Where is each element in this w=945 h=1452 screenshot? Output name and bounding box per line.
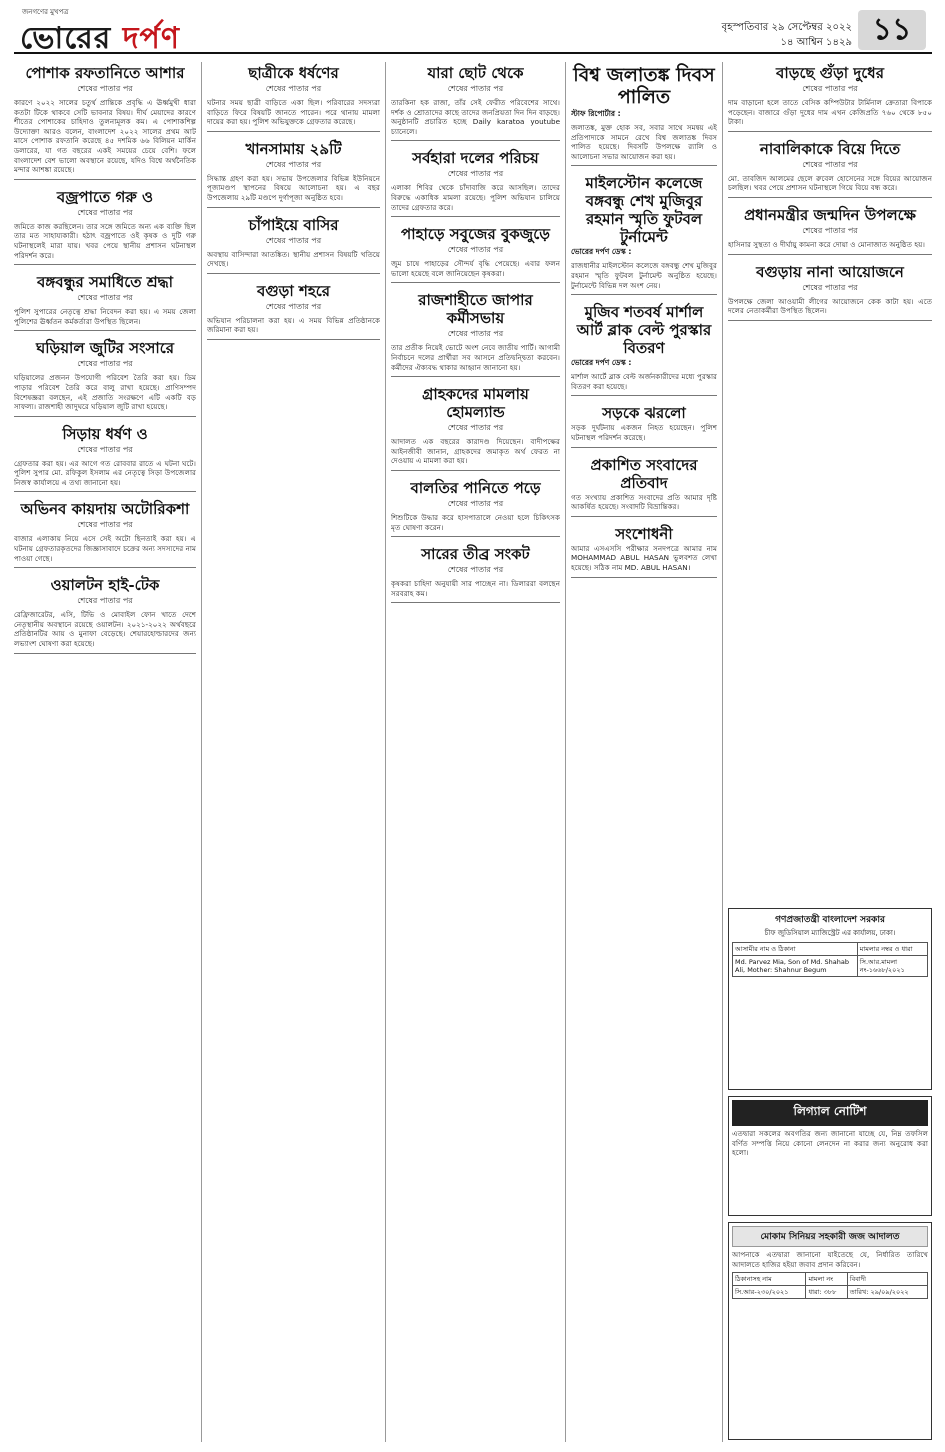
story-body: জুম চাষে পাহাড়ের সৌন্দর্য বৃদ্ধি পেয়েছে। এবার ফলন ভালো হয়েছে বলে জানিয়েছেন কৃষকরা।: [391, 259, 560, 278]
story-body: তার প্রতীক নিয়েই ভোটে অংশ নেবে জাতীয় পার্টি। আগামী নির্বাচনে দলের প্রার্থীরা সব আসনে প্রতিদ্বন্দ্বিতা করবেন। কর্মীদের ঐক্যবদ্ধ থাকার আহ্বান জানানো হয়।: [391, 343, 560, 372]
news-story: [207, 64, 380, 132]
newspaper-logo: [20, 14, 180, 65]
news-story: [14, 425, 196, 493]
story-divider: [14, 264, 196, 265]
story-divider: [728, 131, 932, 132]
story-body: পুলিশ সুপারের নেতৃত্বে শ্রদ্ধা নিবেদন করা হয়। এ সময় জেলা পুলিশের ঊর্ধ্বতন কর্মকর্তারা উপস্থিত ছিলেন।: [14, 307, 196, 326]
story-body: হাসিনার সুস্থতা ও দীর্ঘায়ু কামনা করে দোয়া ও মোনাজাত অনুষ্ঠিত হয়।: [728, 239, 925, 249]
story-headline: রাজশাহীতে জাপার কর্মীসভায়: [418, 291, 533, 328]
story-headline: পাহাড়ে সবুজের বুকজুড়ে: [401, 225, 550, 244]
government-notice: [728, 908, 932, 1090]
news-story: [14, 273, 196, 331]
story-continuation-label: শেষের পাতার পর: [447, 84, 504, 93]
story-body: অবস্থায় বাসিন্দারা আতঙ্কিত। স্থানীয় প্রশাসন বিষয়টি খতিয়ে দেখছে।: [207, 249, 380, 269]
news-story: [391, 149, 560, 217]
story-body: মো. তাবজিদ আলমের ছেলে রুবেল হোসেনের সঙ্গে বিয়ের আয়োজন চলছিল। খবর পেয়ে প্রশাসন ঘটনাস্থলে গিয়ে বিয়ে বন্ধ করে।: [728, 173, 932, 193]
story-body: রাজধানীর মাইলস্টোন কলেজে বঙ্গবন্ধু শেখ মুজিবুর রহমান স্মৃতি ফুটবল টুর্নামেন্ট অনুষ্ঠিত হয়েছে। টুর্নামেন্টে বিভিন্ন দল অংশ নেয়।: [571, 261, 717, 290]
story-divider: [207, 131, 380, 132]
story-divider: [391, 602, 560, 603]
story-continuation-label: শেষের পাতার পর: [77, 207, 133, 217]
story-body: কৃষকরা চাহিদা অনুযায়ী সার পাচ্ছেন না। ডিলাররা বলছেন সরবরাহ কম।: [391, 579, 560, 598]
story-divider: [391, 470, 560, 471]
story-divider: [391, 140, 560, 141]
story-body: বাজার এলাকায় নিয়ে এসে সেই অটো ছিনতাই করা হয়। এ ঘটনায় গ্রেফতারকৃতদের জিজ্ঞাসাবাদে চক্রের অন্য সদস্যদের নাম পাওয়া গেছে।: [14, 534, 196, 563]
news-story: [14, 576, 196, 653]
logo-text-1: ভোরের: [20, 21, 112, 56]
story-body: উপলক্ষে জেলা আওয়ামী লীগের আয়োজনে কেক কাটা হয়। এতে দলের নেতাকর্মীরা উপস্থিত ছিলেন।: [728, 296, 932, 316]
news-story: [571, 525, 717, 578]
story-divider: [391, 536, 560, 537]
story-headline: সিড়ায় ধর্ষণ ও: [62, 424, 148, 443]
news-story: [391, 385, 560, 471]
news-story: [14, 64, 196, 180]
page-number: ১১: [858, 10, 926, 50]
story-body: আদালত এক বছরের কারাদণ্ড দিয়েছেন। বাদীপক্ষের আইনজীবী জানান, গ্রাহকদের জমাকৃত অর্থ ফেরত না দেওয়ায় এ মামলা করা হয়।: [391, 437, 560, 466]
story-headline: অভিনব কায়দায় অটোরিকশা: [20, 500, 190, 519]
story-continuation-label: শেষের পাতার পর: [77, 520, 133, 530]
legal-notice: [728, 1096, 932, 1216]
story-body: শিশুটিকে উদ্ধার করে হাসপাতালে নেওয়া হলে চিকিৎসক মৃত ঘোষণা করেন।: [391, 512, 560, 532]
story-body: আমার এসএসসি পরীক্ষার সনদপত্রে আমার নাম MOHAMMAD ABUL HASAN ভুলবশত লেখা হয়েছে। সঠিক নাম MD. ABUL HASAN।: [571, 543, 717, 572]
story-divider: [14, 416, 196, 417]
story-continuation-label: শেষের পাতার পর: [77, 293, 133, 303]
story-divider: [571, 447, 717, 448]
story-continuation-label: শেষের পাতার পর: [77, 359, 133, 369]
column-3: [391, 62, 560, 1442]
story-continuation-label: শেষের পাতার পর: [802, 159, 858, 169]
news-story: [571, 303, 717, 396]
story-headline: চাঁপাইয়ে বাসির: [248, 215, 339, 234]
story-divider: [391, 216, 560, 217]
court-cell: মামলা নং: [806, 1273, 847, 1286]
dateline: [722, 20, 852, 50]
column-rule: [201, 62, 202, 1442]
story-body: তারকিনা হক রাজা, তাঁর সেই ফেরীত পরিবেশের সাথে। দর্শক ও শ্রোতাদের কাছে তাদের জনপ্রিয়তা দিন দিন বাড়ছে। অনুষ্ঠানটি প্রচারিত হচ্ছে Daily karatoa youtube চ্যানেলে।: [391, 98, 560, 136]
story-body: দাম বাড়ানো হলে তাতে বেসিক কম্পিউটার টার্মিনাল ক্রেতারা বিপাকে পড়েছেন। বাজারে গুঁড়া দুধের দাম এখন কেজিপ্রতি ৭৬০ থেকে ৮৫০ টাকা।: [728, 98, 932, 127]
accused-cell: Md. Parvez Mia, Son of Md. Shahab Ali, Mother: Shahnur Begum: [733, 956, 858, 977]
legal-notice-title: লিগ্যাল নোটিশ: [732, 1100, 928, 1126]
masthead: [14, 6, 932, 54]
story-continuation-label: শেষের পাতার পর: [447, 329, 504, 339]
story-headline: গ্রাহকদের মামলায় হোমল্যান্ড: [422, 385, 529, 422]
column-2: [207, 62, 380, 1442]
story-body: জলাতঙ্ক, মুক্ত হোক সব, সবার সাথে সমন্বয় এই প্রতিপাদ্যকে সামনে রেখে বিশ্ব জলাতঙ্ক দিবস পালিত হয়েছে। দিবসটি উপলক্ষে র‍্যালি ও আলোচনা সভার আয়োজন করা হয়।: [571, 123, 717, 161]
table-header: মামলার নম্বর ও ধারা: [857, 943, 927, 956]
story-headline: মাইলস্টোন কলেজে বঙ্গবন্ধু শেখ মুজিবুর রহমান স্মৃতি ফুটবল টুর্নামেন্ট: [585, 174, 703, 247]
court-notice-table: [732, 1272, 928, 1299]
court-notice-body: আপনাকে এতদ্বারা জানানো যাইতেছে যে, নির্ধারিত তারিখে আদালতে হাজির হইয়া জবাব প্রদান করিবেন।: [732, 1250, 928, 1269]
story-body: জমিতে কাজ করছিলেন। তার সঙ্গে জমিতে অন্য এক ব্যক্তি ছিল তার মত সাহায্যকারী। হঠাৎ বজ্রপাতে ওই কৃষক ও দুটি গরু ঘটনাস্থলেই মারা যায়। খবর পেয়ে স্থানীয় প্রশাসন ঘটনাস্থল পরিদর্শন করে।: [14, 221, 196, 260]
story-headline: বগুড়ায় নানা আয়োজনে: [756, 262, 904, 281]
story-divider: [571, 516, 717, 517]
story-divider: [207, 207, 380, 208]
story-divider: [14, 179, 196, 180]
column-rule: [385, 62, 386, 1442]
gov-notice-table: [732, 942, 928, 977]
news-story: [571, 404, 717, 447]
case-cell: সি.আর.মামলা নং-১৬৬৮/২০২১: [857, 956, 927, 977]
story-headline: বাড়ছে গুঁড়া দুধের: [776, 64, 884, 82]
story-divider: [14, 653, 196, 654]
court-cell: বিবাদী: [847, 1273, 927, 1286]
news-story: [14, 500, 196, 568]
story-divider: [391, 282, 560, 283]
story-body: এলাকা শিবির থেকে চাঁদাবাজি করে আসছিল। তাদের বিরুদ্ধে একাধিক মামলা রয়েছে। পুলিশ অভিযান চালিয়ে তাদের গ্রেফতার করে।: [391, 183, 560, 212]
story-divider: [571, 165, 717, 166]
story-continuation-label: শেষের পাতার পর: [77, 596, 133, 606]
story-byline: ভোরের দর্পণ ডেস্ক :: [571, 358, 632, 368]
news-story: [14, 339, 196, 416]
news-story: [571, 64, 717, 166]
story-continuation-label: শেষের পাতার পর: [447, 423, 504, 433]
story-divider: [571, 294, 717, 295]
story-headline: যারা ছোট থেকে: [427, 64, 524, 82]
court-cell: ঠিকানাসহ নাম: [733, 1273, 806, 1286]
story-headline: পোশাক রফতানিতে আশার: [25, 64, 185, 82]
story-headline: মুজিব শতবর্ষ মার্শাল আর্ট ব্লাক বেল্ট পুরস্কার বিতরণ: [576, 303, 712, 358]
story-continuation-label: শেষের পাতার পর: [447, 245, 504, 255]
story-headline: খানসামায় ২৯টি: [245, 139, 342, 158]
story-body: অভিযান পরিচালনা করা হয়। এ সময় বিভিন্ন প্রতিষ্ঠানকে জরিমানা করা হয়।: [207, 315, 380, 335]
table-header: আসামীর নাম ও ঠিকানা: [733, 943, 858, 956]
story-body: গত সংখ্যায় প্রকাশিত সংবাদের প্রতি আমার দৃষ্টি আকর্ষিত হয়েছে। সংবাদটি বিভ্রান্তিকর।: [571, 492, 717, 512]
court-notice-title: মোকাম সিনিয়র সহকারী জজ আদালত: [732, 1226, 928, 1247]
story-divider: [728, 320, 932, 321]
story-divider: [14, 567, 196, 568]
story-divider: [728, 254, 932, 255]
story-body: গ্রেফতার করা হয়। এর আগে গত রোববার রাতে এ ঘটনা ঘটে। পুলিশ সুপার মো. রফিকুল ইসলাম এর নেতৃত্বে সিড়া উপজেলার নিজস্ব কার্যালয়ে এ তথ্য জানানো হয়।: [14, 458, 196, 487]
news-story: [728, 263, 932, 321]
story-divider: [391, 376, 560, 377]
news-story: [207, 216, 380, 274]
story-continuation-label: শেষের পাতার পর: [265, 301, 322, 311]
court-notice: [728, 1222, 932, 1440]
story-headline: বঙ্গবন্ধুর সমাধিতে শ্রদ্ধা: [36, 273, 174, 292]
court-cell: সি.আর-২৩০/২০২১: [733, 1286, 806, 1299]
story-continuation-label: শেষের পাতার পর: [802, 225, 858, 235]
story-body: ঘড়িয়ালের প্রজনন উপযোগী পরিবেশ তৈরি করা হয়। ডিম পাড়ার পরিবেশ তৈরি করে বালু রাখা হয়েছে। প্রাণিসম্পদ বিশেষজ্ঞরা বলছেন, এই প্রজাতি সংরক্ষণে এটি একটি বড় সাফল্য। রাজশাহী জাদুঘরে ঘড়িয়াল জুটি রাখা হয়েছে।: [14, 373, 196, 412]
story-continuation-label: শেষের পাতার পর: [802, 282, 858, 292]
story-divider: [571, 395, 717, 396]
column-rule: [565, 62, 566, 1442]
story-headline: ওয়ালটন হাই-টেক: [50, 576, 160, 595]
news-story: [728, 140, 932, 198]
news-story: [391, 64, 560, 141]
column-4: [571, 62, 717, 1442]
column-1: [14, 62, 196, 1442]
news-story: [571, 174, 717, 295]
story-headline: সর্বহারা দলের পরিচয়: [412, 149, 539, 168]
story-continuation-label: শেষের পাতার পর: [802, 84, 858, 93]
news-story: [207, 140, 380, 208]
story-body: সড়ক দুর্ঘটনায় একজন নিহত হয়েছেন। পুলিশ ঘটনাস্থল পরিদর্শন করেছে।: [571, 423, 717, 442]
date-bangla: ১৪ আশ্বিন ১৪২৯: [780, 37, 852, 48]
story-divider: [14, 330, 196, 331]
news-story: [391, 225, 560, 283]
news-story: [391, 291, 560, 377]
story-divider: [571, 577, 717, 578]
legal-notice-body: এতদ্বারা সকলের অবগতির জন্য জানানো যাচ্ছে যে, নিম্ন তফসিল বর্ণিত সম্পত্তি নিয়ে কোনো লেনদেন না করার জন্য অনুরোধ করা হলো।: [732, 1129, 928, 1158]
story-headline: সংশোধনী: [615, 524, 673, 543]
story-byline: ভোরের দর্পণ ডেস্ক :: [571, 247, 632, 257]
story-continuation-label: শেষের পাতার পর: [265, 235, 322, 245]
story-headline: সড়কে ঝরলো: [602, 404, 686, 423]
column-rule: [722, 62, 723, 1442]
story-body: কারণে ২০২২ সালের চতুর্থ প্রান্তিকে প্রবৃদ্ধি এ ঊর্ধ্বমুখী ধারা কতটা টিকে থাকবে সেটি ভাবনার বিষয়। দীর্ঘ মেয়াদের কারণে শীতের পোশাকের চাহিদাও তুলনামূলক কম। এ পোশাকশিল্প উদ্যোক্তা আরও বলেন, বাংলাদেশ ২০২২ সালের প্রথম আট মাসে পোশাক রফতানি করেছে ৪৫ দশমিক ৬৬ বিলিয়ন মার্কিন ডলারের, যা গত বছরের একই সময়ের চেয়ে বেশি। ফলে বাংলাদেশ বেশ ভালো অবস্থানে রয়েছে, যদিও বিশ্বে অর্থনৈতিক মন্দার আশঙ্কা রয়েছে।: [14, 98, 196, 175]
date-english: বৃহস্পতিবার ২৯ সেপ্টেম্বর ২০২২: [721, 22, 852, 33]
story-continuation-label: শেষের পাতার পর: [77, 84, 133, 93]
news-story: [571, 456, 717, 517]
story-headline: বজ্রপাতে গরু ও: [56, 187, 154, 206]
news-story: [14, 188, 196, 265]
story-headline: প্রধানমন্ত্রীর জন্মদিন উপলক্ষে: [744, 205, 916, 224]
news-story: [391, 545, 560, 603]
story-body: রেফ্রিজারেটর, এসি, টিভি ও মোবাইল ফোন খাতে দেশে নেতৃস্থানীয় অবস্থানে রয়েছে ওয়ালটন। ২০২১-২০২২ অর্থবছরে প্রতিষ্ঠানটির আয় ও মুনাফা বেড়েছে। শেয়ারহোল্ডারদের জন্য লভ্যাংশ ঘোষণা করা হয়েছে।: [14, 610, 196, 649]
story-headline: প্রকাশিত সংবাদের প্রতিবাদ: [590, 455, 698, 492]
story-body: ঘটনার সময় ছাত্রী বাড়িতে একা ছিল। পরিবারের সদস্যরা বাড়িতে ফিরে বিষয়টি জানতে পারেন। পরে থানায় মামলা দায়ের করা হয়। পুলিশ অভিযুক্তকে গ্রেফতার করেছে।: [207, 98, 380, 127]
story-headline: ছাত্রীকে ধর্ষণের: [248, 64, 339, 82]
story-headline: নাবালিকাকে বিয়ে দিতে: [759, 139, 901, 158]
news-story: [728, 64, 932, 132]
story-divider: [14, 491, 196, 492]
news-story: [391, 479, 560, 537]
story-body: মার্শাল আর্টে ব্লাক বেল্ট অর্জনকারীদের মধ্যে পুরস্কার বিতরণ করা হয়েছে।: [571, 372, 717, 391]
story-divider: [728, 197, 932, 198]
story-divider: [207, 339, 380, 340]
news-story: [207, 282, 380, 340]
logo-text-2: দর্পণ: [111, 21, 181, 56]
story-continuation-label: শেষের পাতার পর: [447, 565, 504, 575]
news-story: [728, 206, 932, 255]
story-continuation-label: শেষের পাতার পর: [265, 84, 322, 93]
gov-notice-title: গণপ্রজাতন্ত্রী বাংলাদেশ সরকার: [775, 915, 885, 925]
story-headline: বিশ্ব জলাতঙ্ক দিবস পালিত: [573, 64, 715, 108]
court-cell: ধারা: ৩৮৮: [806, 1286, 847, 1299]
story-continuation-label: শেষের পাতার পর: [77, 444, 133, 454]
story-body: সিদ্ধান্ত গ্রহণ করা হয়। সভায় উপজেলার বিভিন্ন ইউনিয়নে পূজামণ্ডপ স্থাপনের বিষয়ে আলোচনা হয়। এ বছর উপজেলায় ২৯টি মণ্ডপে দুর্গাপূজা অনুষ্ঠিত হবে।: [207, 173, 380, 202]
story-headline: বালতির পানিতে পড়ে: [410, 478, 541, 497]
story-headline: ঘড়িয়াল জুটির সংসারে: [35, 339, 175, 358]
story-continuation-label: শেষের পাতার পর: [447, 498, 504, 508]
story-continuation-label: শেষের পাতার পর: [265, 159, 322, 169]
story-headline: বগুড়া শহরে: [257, 281, 330, 300]
story-headline: সারের তীব্র সংকট: [421, 545, 530, 564]
story-divider: [207, 273, 380, 274]
story-continuation-label: শেষের পাতার পর: [447, 169, 504, 179]
logo-tagline: জনগণের মুখপত্র: [22, 8, 69, 16]
gov-notice-subtitle: চীফ জুডিসিয়াল ম্যাজিস্ট্রেট এর কার্যালয়, ঢাকা।: [764, 929, 896, 937]
court-cell: তারিখ: ২৯/০৯/২০২২: [847, 1286, 927, 1299]
story-byline: স্টাফ রিপোর্টার :: [571, 109, 621, 118]
column-5: [728, 62, 932, 902]
